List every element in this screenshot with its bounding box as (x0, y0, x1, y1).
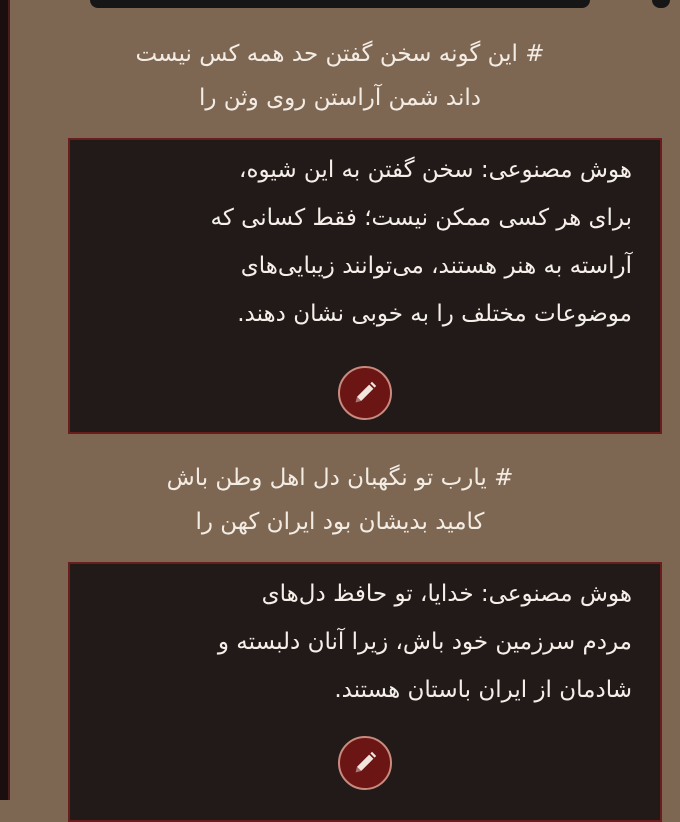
poem-verse-1 (30, 32, 650, 120)
ai-explanation-box-1 (68, 138, 662, 434)
ai-explanation-text-1: هوش مصنوعی: سخن گفتن به این شیوه، برای هر کسی ممکن نیست؛ فقط کسانی که آراسته به هنر هستند، می‌توانند زیبایی‌های موضوعات مختلف را به خوبی نشان دهند. (210, 157, 632, 327)
ai-explanation-text-2: هوش مصنوعی: خدایا، تو حافظ دل‌های مردم سرزمین خود باش، زیرا آنان دلبسته و شادمان از ایران باستان هستند. (217, 581, 632, 703)
poem-verse-2-line-2: کامید بدیشان بود ایران کهن را (195, 509, 485, 535)
pencil-icon (351, 379, 379, 407)
ai-explanation-box-2 (68, 562, 662, 822)
poem-verse-1-line-2: داند شمن آراستن روی وثن را (198, 85, 482, 111)
poem-verse-2 (30, 456, 650, 544)
top-bar (90, 0, 590, 8)
poem-verse-2-line-1: # یارب تو نگهبان دل اهل وطن باش (166, 465, 514, 491)
pencil-icon (351, 749, 379, 777)
scroll-indicator (652, 0, 670, 8)
edit-button-1[interactable] (338, 366, 392, 420)
poem-verse-1-line-1: # این گونه سخن گفتن حد همه کس نیست (135, 41, 545, 67)
edit-button-2[interactable] (338, 736, 392, 790)
left-edge-strip (0, 0, 10, 800)
